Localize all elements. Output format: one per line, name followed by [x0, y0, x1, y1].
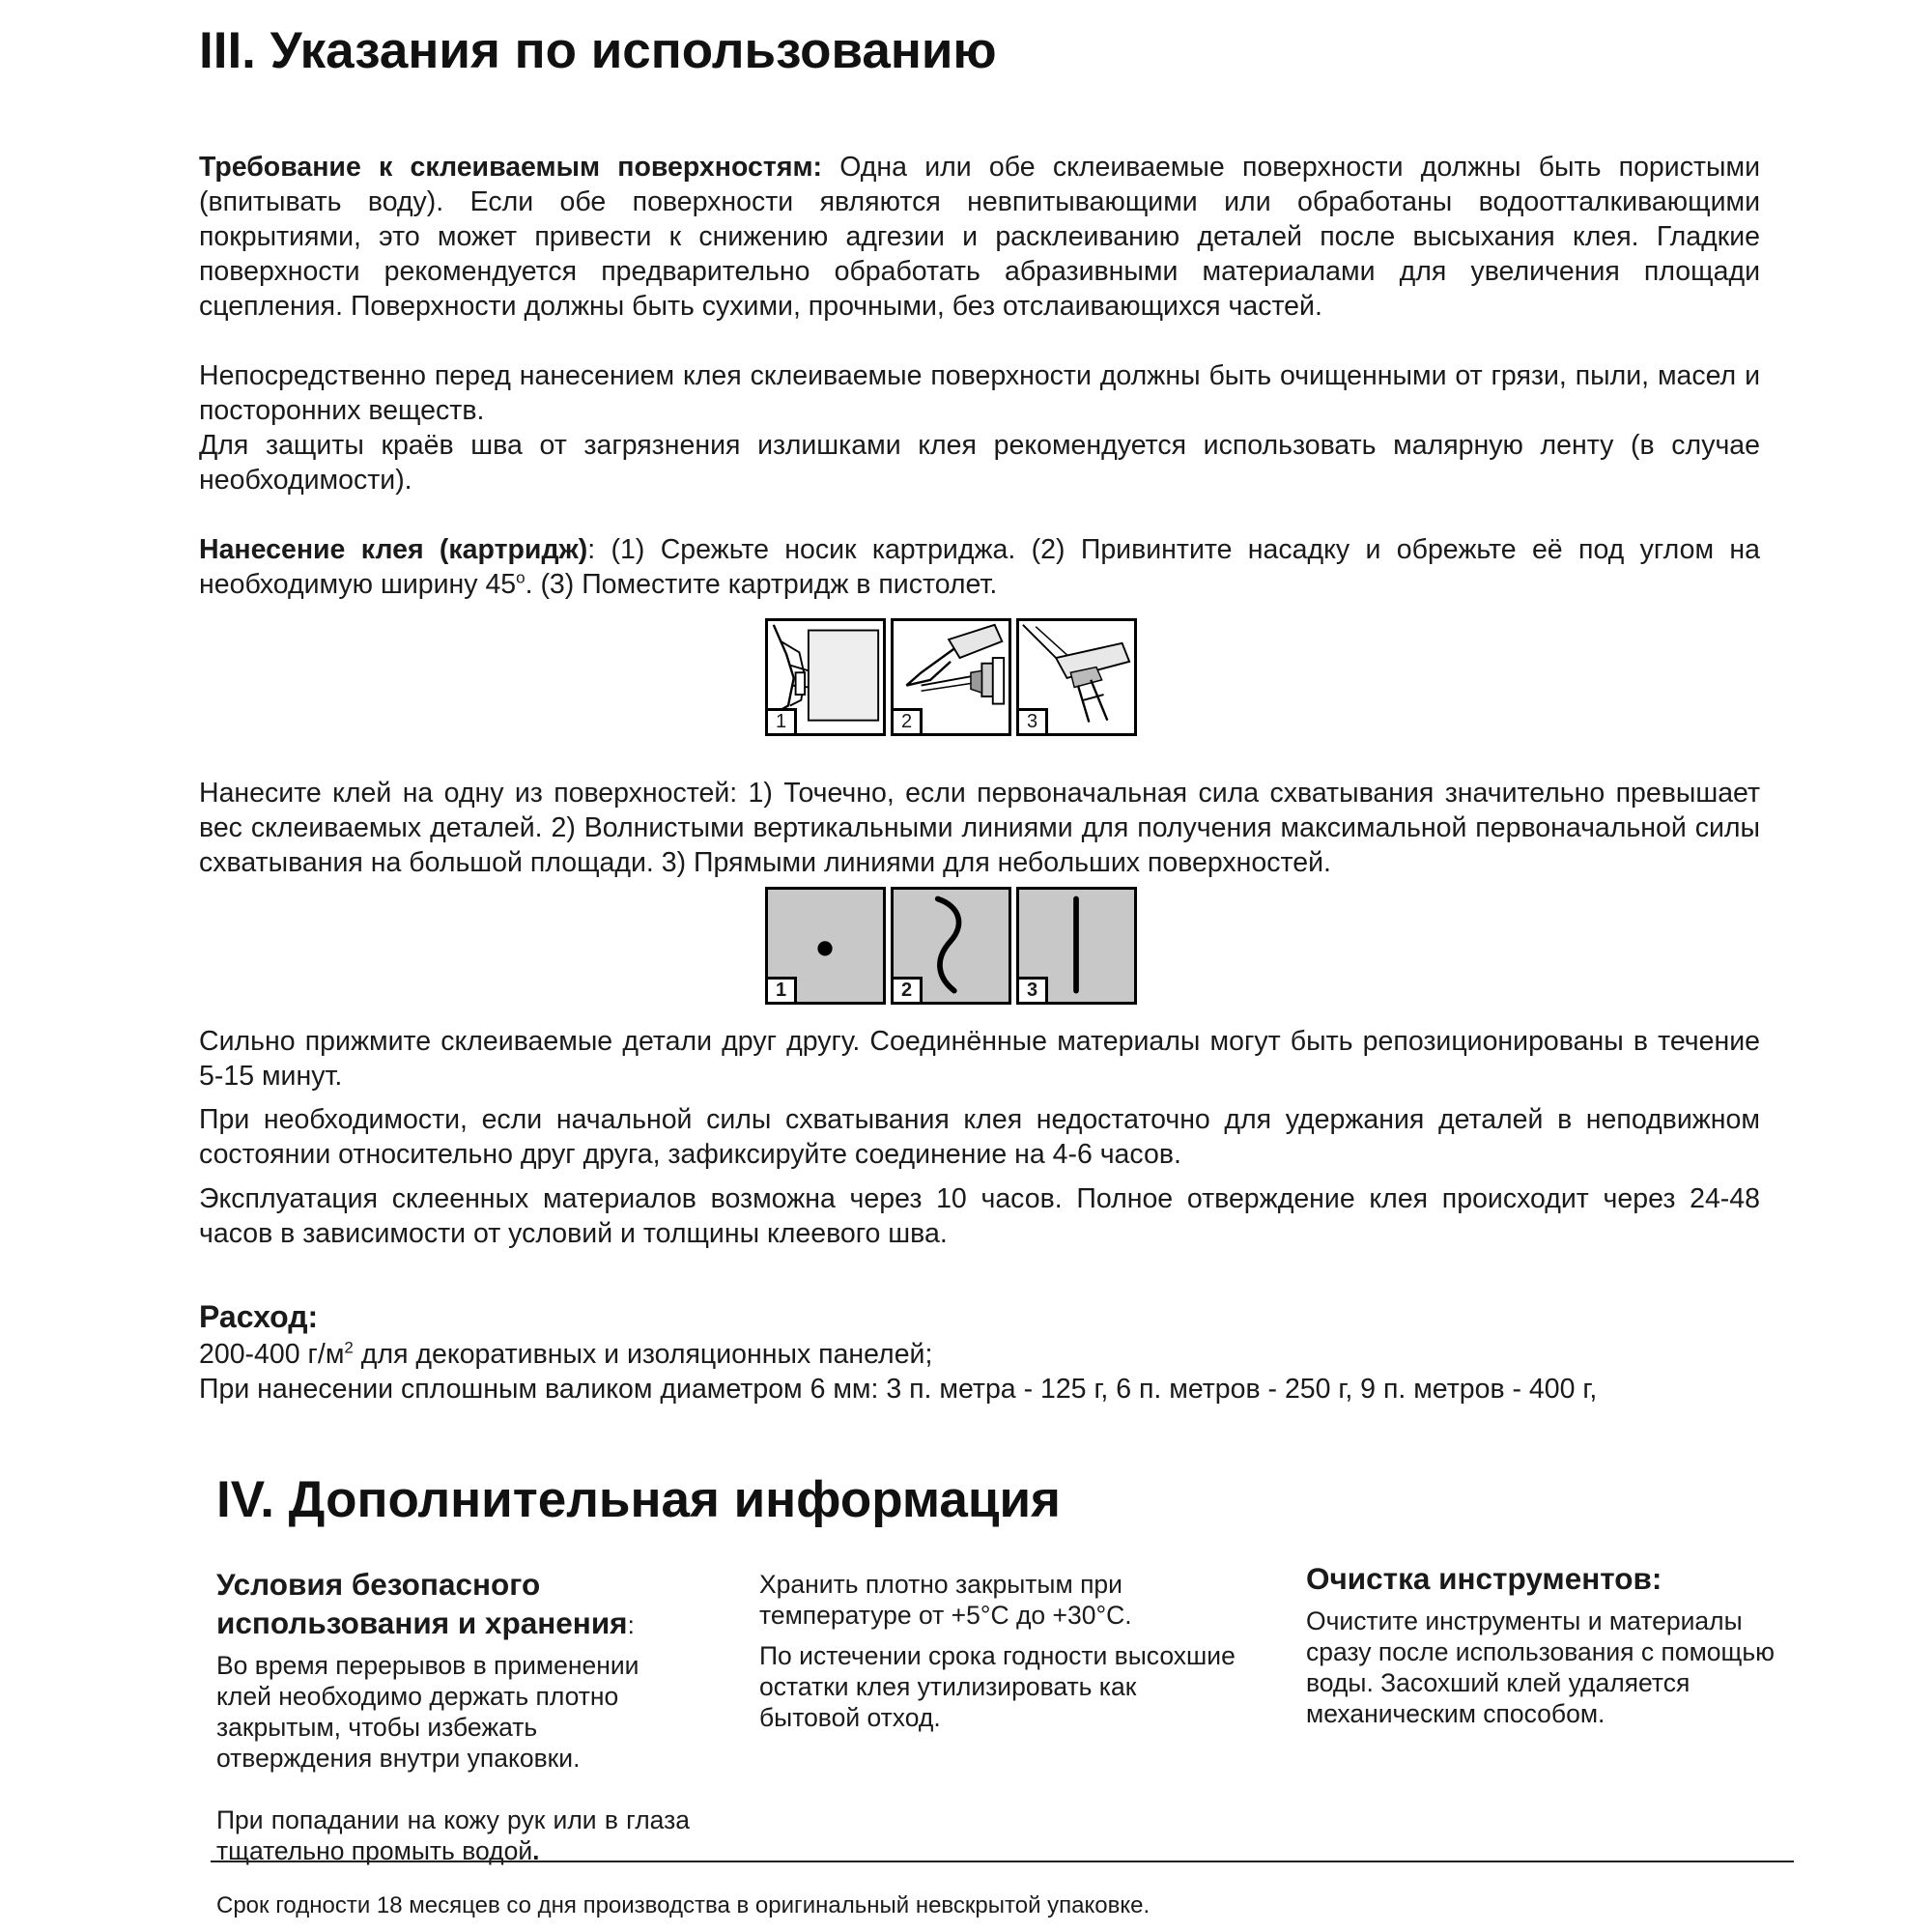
- consumption-rate: 200-400 г/м: [199, 1339, 345, 1370]
- application-methods-paragraph: Нанесите клей на одну из поверхностей: 1) Точечно, если первоначальная сила схватывания значительно превышает вес склеиваемых деталей. 2) Волнистыми вертикальными линиями для получения максимальной первоначальной силы схватывания на большой площади. 3) Прямыми линиями для небольших поверхностей.: [199, 778, 1760, 878]
- pattern-wave-panel: [891, 887, 1011, 1005]
- cartridge-step-1-label: 1: [768, 708, 797, 733]
- safety-storage-column: [216, 1565, 690, 1866]
- fixation-paragraph: При необходимости, если начальной силы схватывания клея недостаточно для удержания деталей в неподвижном состоянии относительно друг друга, зафиксируйте соединение на 4-6 часов.: [199, 1104, 1760, 1170]
- pattern-line-panel: [1016, 887, 1137, 1005]
- masking-tape-paragraph: Для защиты краёв шва от загрязнения излишками клея рекомендуется использовать малярную ленту (в случае необходимости).: [199, 430, 1760, 496]
- cartridge-step-3-panel: [1016, 618, 1137, 736]
- pattern-wave-label: 2: [894, 977, 923, 1002]
- surface-requirements-label: Требование к склеиваемым поверхностям:: [199, 152, 823, 183]
- cartridge-label: Нанесение клея (картридж): [199, 534, 588, 565]
- safety-storage-text-1: Во время перерывов в применении клей необходимо держать плотно закрытым, чтобы избежать отверждения внутри упаковки.: [216, 1651, 639, 1773]
- tool-cleaning-column: [1306, 1559, 1808, 1729]
- safety-storage-heading-text: Условия безопасного использования и хранения: [216, 1567, 628, 1640]
- shelf-life-note: Срок годности 18 месяцев со дня производства в оригинальный невскрытой упаковке.: [216, 1892, 1151, 1918]
- cartridge-step-2-label: 2: [894, 708, 923, 733]
- cartridge-text-b: . (3) Поместите картридж в пистолет.: [525, 569, 998, 600]
- cleaning-paragraph: Непосредственно перед нанесением клея склеиваемые поверхности должны быть очищенными от грязи, пыли, масел и посторонних веществ.: [199, 360, 1760, 426]
- safety-storage-heading: [216, 1565, 690, 1644]
- safety-storage-text-2: [216, 1804, 690, 1866]
- curing-paragraph: Эксплуатация склеенных материалов возможна через 10 часов. Полное отверждение клея происходит через 24-48 часов в зависимости от условий и толщины клеевого шва.: [199, 1183, 1760, 1249]
- section3-title: III. Указания по использованию: [199, 22, 997, 79]
- safety-storage-heading-colon: :: [627, 1610, 635, 1639]
- footer-divider: [211, 1861, 1794, 1862]
- surface-requirements-text: Одна или обе склеиваемые поверхности должны быть пористыми (впитывать воду). Если обе поверхности являются невпитывающими или обработаны водоотталкивающими покрытиями, это может привести к снижению адгезии и расклеиванию деталей после высыхания клея. Гладкие поверхности рекомендуется предварительно обработать абразивными материалами для увеличения площади сцепления. Поверхности должны быть сухими, прочными, без отслаивающихся частей.: [199, 152, 1760, 322]
- tool-cleaning-text: Очистите инструменты и материалы сразу после использования с помощью воды. Засохший клей удаляется механическим способом.: [1306, 1606, 1776, 1728]
- cartridge-step-1-panel: [765, 618, 886, 736]
- safety-storage-text-2-body: При попадании на кожу рук или в глаза тщательно промыть водой: [216, 1805, 690, 1865]
- pattern-line-label: 3: [1019, 977, 1048, 1002]
- consumption-line-2: При нанесении сплошным валиком диаметром 6 мм: 3 п. метра - 125 г, 6 п. метров - 250 г, 9 п. метров - 400 г,: [199, 1374, 1598, 1405]
- consumption-line-1: [199, 1337, 1803, 1372]
- consumption-heading: Расход:: [199, 1299, 319, 1334]
- safety-storage-text-2-dot: .: [532, 1836, 540, 1865]
- storage-disposal-column: [759, 1569, 1242, 1733]
- application-patterns-figure: [765, 887, 1137, 1005]
- cartridge-steps-figure: [765, 618, 1137, 736]
- surface-requirements-paragraph: [199, 150, 1760, 324]
- section4-title: IV. Дополнительная информация: [216, 1471, 1061, 1528]
- pattern-dot-panel: [765, 887, 886, 1005]
- cartridge-step-2-panel: [891, 618, 1011, 736]
- consumption-panels-text: для декоративных и изоляционных панелей;: [353, 1339, 933, 1370]
- tool-cleaning-heading: Очистка инструментов:: [1306, 1561, 1662, 1596]
- cartridge-paragraph: [199, 532, 1760, 602]
- disposal-text: По истечении срока годности высохшие остатки клея утилизировать как бытовой отход.: [759, 1641, 1236, 1732]
- pattern-dot-label: 1: [768, 977, 797, 1002]
- press-paragraph: Сильно прижмите склеиваемые детали друг другу. Соединённые материалы могут быть репозиционированы в течение 5-15 минут.: [199, 1026, 1760, 1092]
- cartridge-text-a: : (1) Срежьте носик картриджа. (2) Привинтите насадку и обрежьте её под углом на необходимую ширину 45: [199, 534, 1760, 600]
- storage-temperature-text: Хранить плотно закрытым при температуре от +5°С до +30°С.: [759, 1570, 1132, 1630]
- cartridge-step-3-label: 3: [1019, 708, 1048, 733]
- square-superscript: 2: [344, 1338, 354, 1357]
- degree-mark: o: [516, 568, 526, 587]
